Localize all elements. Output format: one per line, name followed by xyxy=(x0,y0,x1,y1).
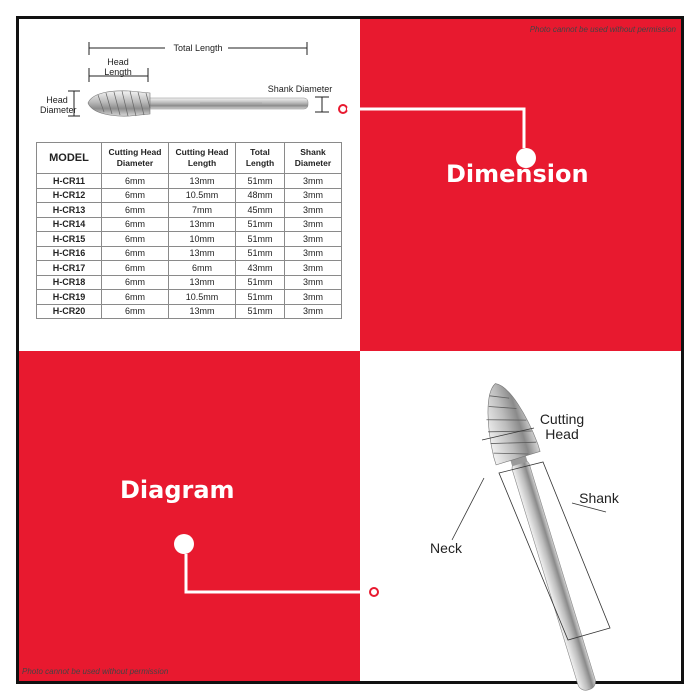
spec-cell: 3mm xyxy=(285,275,342,290)
spec-cell: 3mm xyxy=(285,261,342,276)
spec-table xyxy=(36,142,342,319)
spec-cell: 6mm xyxy=(102,275,169,290)
spec-cell: 6mm xyxy=(102,217,169,232)
diagram-heading: Diagram xyxy=(120,476,235,504)
spec-cell: 6mm xyxy=(102,246,169,261)
spec-cell: 6mm xyxy=(102,174,169,189)
spec-cell: 13mm xyxy=(169,174,236,189)
spec-cell: 3mm xyxy=(285,246,342,261)
model-cell: H-CR18 xyxy=(37,275,102,290)
model-cell: H-CR14 xyxy=(37,217,102,232)
spec-cell: 3mm xyxy=(285,188,342,203)
cutting-head-label: Cutting Head xyxy=(539,411,585,442)
spec-cell: 6mm xyxy=(169,261,236,276)
table-header-row xyxy=(37,143,342,174)
table-row xyxy=(37,246,342,261)
spec-cell: 51mm xyxy=(236,275,285,290)
spec-cell: 51mm xyxy=(236,174,285,189)
spec-cell: 3mm xyxy=(285,304,342,319)
spec-table-body xyxy=(37,174,342,319)
spec-cell: 13mm xyxy=(169,275,236,290)
column-header-total-length: Total Length xyxy=(236,143,285,174)
model-cell: H-CR12 xyxy=(37,188,102,203)
total-length-label: Total Length xyxy=(173,43,223,53)
model-cell: H-CR16 xyxy=(37,246,102,261)
table-row xyxy=(37,217,342,232)
spec-cell: 13mm xyxy=(169,304,236,319)
table-row xyxy=(37,261,342,276)
spec-cell: 6mm xyxy=(102,304,169,319)
spec-cell: 6mm xyxy=(102,188,169,203)
spec-cell: 3mm xyxy=(285,174,342,189)
spec-cell: 3mm xyxy=(285,203,342,218)
burr-photo-horizontal xyxy=(88,91,308,116)
shank-label: Shank xyxy=(579,490,619,506)
spec-cell: 10mm xyxy=(169,232,236,247)
spec-cell: 3mm xyxy=(285,217,342,232)
neck-label: Neck xyxy=(430,540,462,556)
spec-cell: 51mm xyxy=(236,246,285,261)
model-cell: H-CR13 xyxy=(37,203,102,218)
dimension-connector xyxy=(339,105,536,168)
spec-cell: 13mm xyxy=(169,217,236,232)
spec-cell: 13mm xyxy=(169,246,236,261)
dimension-heading: Dimension xyxy=(446,160,589,188)
spec-cell: 3mm xyxy=(285,232,342,247)
spec-cell: 10.5mm xyxy=(169,290,236,305)
spec-cell: 6mm xyxy=(102,261,169,276)
table-row xyxy=(37,188,342,203)
diagram-callout-lines xyxy=(452,428,610,640)
model-cell: H-CR11 xyxy=(37,174,102,189)
table-row xyxy=(37,275,342,290)
column-header-shank-diameter: Shank Diameter xyxy=(285,143,342,174)
spec-cell: 51mm xyxy=(236,217,285,232)
spec-cell: 6mm xyxy=(102,290,169,305)
table-row xyxy=(37,290,342,305)
spec-cell: 7mm xyxy=(169,203,236,218)
spec-cell: 51mm xyxy=(236,290,285,305)
table-row xyxy=(37,203,342,218)
column-header-model: MODEL xyxy=(37,143,102,174)
spec-cell: 51mm xyxy=(236,304,285,319)
spec-cell: 6mm xyxy=(102,203,169,218)
table-row xyxy=(37,174,342,189)
diagram-connector xyxy=(174,534,378,596)
shank-diameter-label: Shank Diameter xyxy=(267,84,333,94)
shank-diameter-dimension-line xyxy=(315,97,329,112)
table-row xyxy=(37,232,342,247)
spec-cell: 3mm xyxy=(285,290,342,305)
copyright-notice-top: Photo cannot be used without permission xyxy=(529,25,676,34)
spec-cell: 43mm xyxy=(236,261,285,276)
column-header-cutting-head-diameter: Cutting Head Diameter xyxy=(102,143,169,174)
spec-cell: 48mm xyxy=(236,188,285,203)
head-length-label: Head Length xyxy=(104,57,132,77)
model-cell: H-CR17 xyxy=(37,261,102,276)
spec-cell: 45mm xyxy=(236,203,285,218)
model-cell: H-CR19 xyxy=(37,290,102,305)
column-header-cutting-head-length: Cutting Head Length xyxy=(169,143,236,174)
spec-cell: 6mm xyxy=(102,232,169,247)
spec-cell: 10.5mm xyxy=(169,188,236,203)
spec-cell: 51mm xyxy=(236,232,285,247)
copyright-notice-bottom: Photo cannot be used without permission xyxy=(22,667,169,676)
model-cell: H-CR15 xyxy=(37,232,102,247)
model-cell: H-CR20 xyxy=(37,304,102,319)
table-row xyxy=(37,304,342,319)
head-diameter-label: Head Diameter xyxy=(40,95,77,115)
